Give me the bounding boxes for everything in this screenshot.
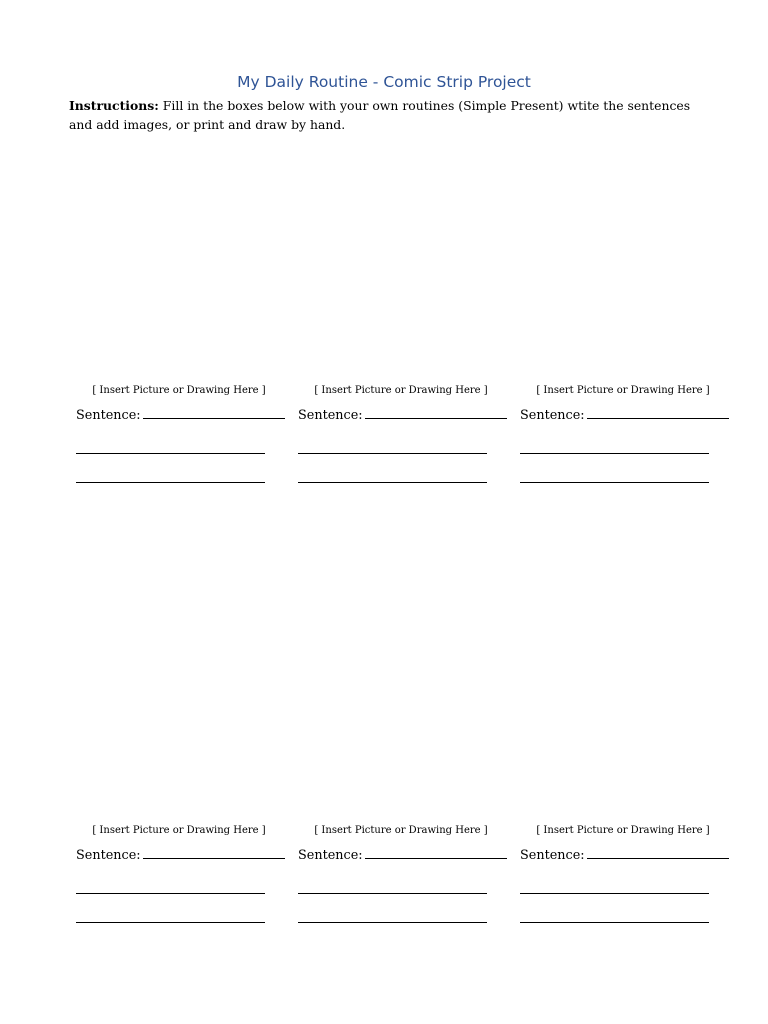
instructions-text: Fill in the boxes below with your own routines (Simple Present) wtite the sentences and add images, or print and draw by hand. (69, 98, 691, 132)
writing-line[interactable] (298, 902, 487, 923)
writing-line[interactable] (520, 902, 709, 923)
comic-panel-4 (76, 825, 291, 923)
instructions-label: Instructions: (69, 98, 159, 113)
writing-line[interactable] (76, 433, 265, 454)
sentence-blank[interactable] (587, 848, 729, 859)
comic-panel-1 (76, 385, 291, 483)
picture-placeholder[interactable]: [ Insert Picture or Drawing Here ] (314, 385, 488, 396)
writing-line[interactable] (520, 873, 709, 894)
picture-placeholder[interactable]: [ Insert Picture or Drawing Here ] (536, 385, 710, 396)
writing-line[interactable] (76, 873, 265, 894)
writing-line[interactable] (76, 902, 265, 923)
writing-line[interactable] (520, 433, 709, 454)
writing-line[interactable] (298, 873, 487, 894)
sentence-label: Sentence: (298, 848, 363, 863)
sentence-label: Sentence: (76, 408, 141, 423)
comic-panel-2 (298, 385, 513, 483)
sentence-blank[interactable] (587, 408, 729, 419)
writing-line[interactable] (298, 433, 487, 454)
sentence-label: Sentence: (298, 408, 363, 423)
sentence-blank[interactable] (365, 408, 507, 419)
comic-panel-5 (298, 825, 513, 923)
picture-placeholder[interactable]: [ Insert Picture or Drawing Here ] (92, 385, 266, 396)
sentence-label: Sentence: (520, 408, 585, 423)
writing-line[interactable] (76, 462, 265, 483)
sentence-label: Sentence: (76, 848, 141, 863)
sentence-blank[interactable] (143, 408, 285, 419)
instructions (69, 96, 709, 134)
sentence-label: Sentence: (520, 848, 585, 863)
comic-panel-6 (520, 825, 735, 923)
picture-placeholder[interactable]: [ Insert Picture or Drawing Here ] (536, 825, 710, 836)
sentence-field[interactable] (76, 848, 291, 863)
sentence-field[interactable] (520, 408, 735, 423)
comic-panel-3 (520, 385, 735, 483)
sentence-field[interactable] (76, 408, 291, 423)
sentence-field[interactable] (520, 848, 735, 863)
page-title: My Daily Routine - Comic Strip Project (237, 73, 531, 91)
sentence-blank[interactable] (143, 848, 285, 859)
sentence-field[interactable] (298, 408, 513, 423)
picture-placeholder[interactable]: [ Insert Picture or Drawing Here ] (92, 825, 266, 836)
writing-line[interactable] (298, 462, 487, 483)
sentence-field[interactable] (298, 848, 513, 863)
picture-placeholder[interactable]: [ Insert Picture or Drawing Here ] (314, 825, 488, 836)
writing-line[interactable] (520, 462, 709, 483)
sentence-blank[interactable] (365, 848, 507, 859)
